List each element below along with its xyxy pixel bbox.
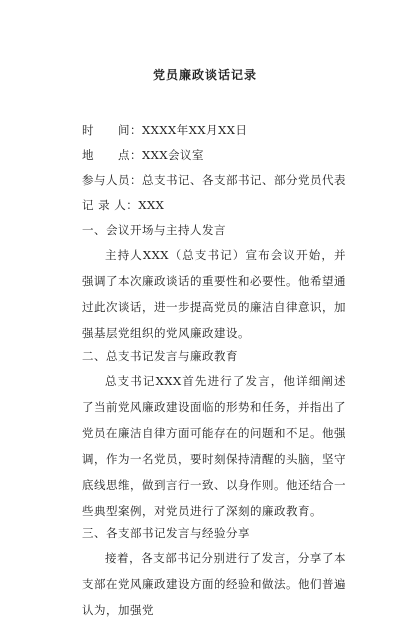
meta-time <box>82 122 248 138</box>
section-body-3: 接着，各支部书记分别进行了发言，分享了本支部在党风廉政建设方面的经验和做法。他们普遍认为，加强党 <box>82 551 346 617</box>
recorder-label: 记 录 人： <box>82 198 139 212</box>
meta-recorder <box>82 197 164 213</box>
time-value: XXXX年XX月XX日 <box>142 123 248 137</box>
section-body-1: 主持人XXX（总支书记）宣布会议开始，并强调了本次廉政谈话的重要性和必要性。他希望通过此次谈话，进一步提高党员的廉洁自律意识，加强基层党组织的党风廉政建设。 <box>82 248 346 340</box>
section-body-2: 总支书记XXX首先进行了发言，他详细阐述了当前党风廉政建设面临的形势和任务，并指出了党员在廉洁自律方面可能存在的问题和不足。他强调，作为一名党员，要时刻保持清醒的头脑，坚守底线思维，做到言行一致、以身作则。他还结合一些典型案例，对党员进行了深刻的廉政教育。 <box>82 374 346 518</box>
time-label: 时 间： <box>82 123 142 137</box>
section-heading-3: 三、各支部书记发言与经验分享 <box>82 526 250 540</box>
place-label: 地 点： <box>82 148 142 162</box>
place-value: XXX会议室 <box>142 148 205 162</box>
participants-label: 参与人员： <box>82 173 142 187</box>
section-heading-2: 二、总支书记发言与廉政教育 <box>82 349 238 363</box>
recorder-value: XXX <box>138 198 165 212</box>
section-heading-1: 一、会议开场与主持人发言 <box>82 223 226 237</box>
meta-place <box>82 147 204 163</box>
document-title: 党员廉政谈话记录 <box>152 68 257 82</box>
participants-value: 总支书记、各支部书记、部分党员代表 <box>142 173 346 187</box>
meta-participants <box>82 172 346 188</box>
